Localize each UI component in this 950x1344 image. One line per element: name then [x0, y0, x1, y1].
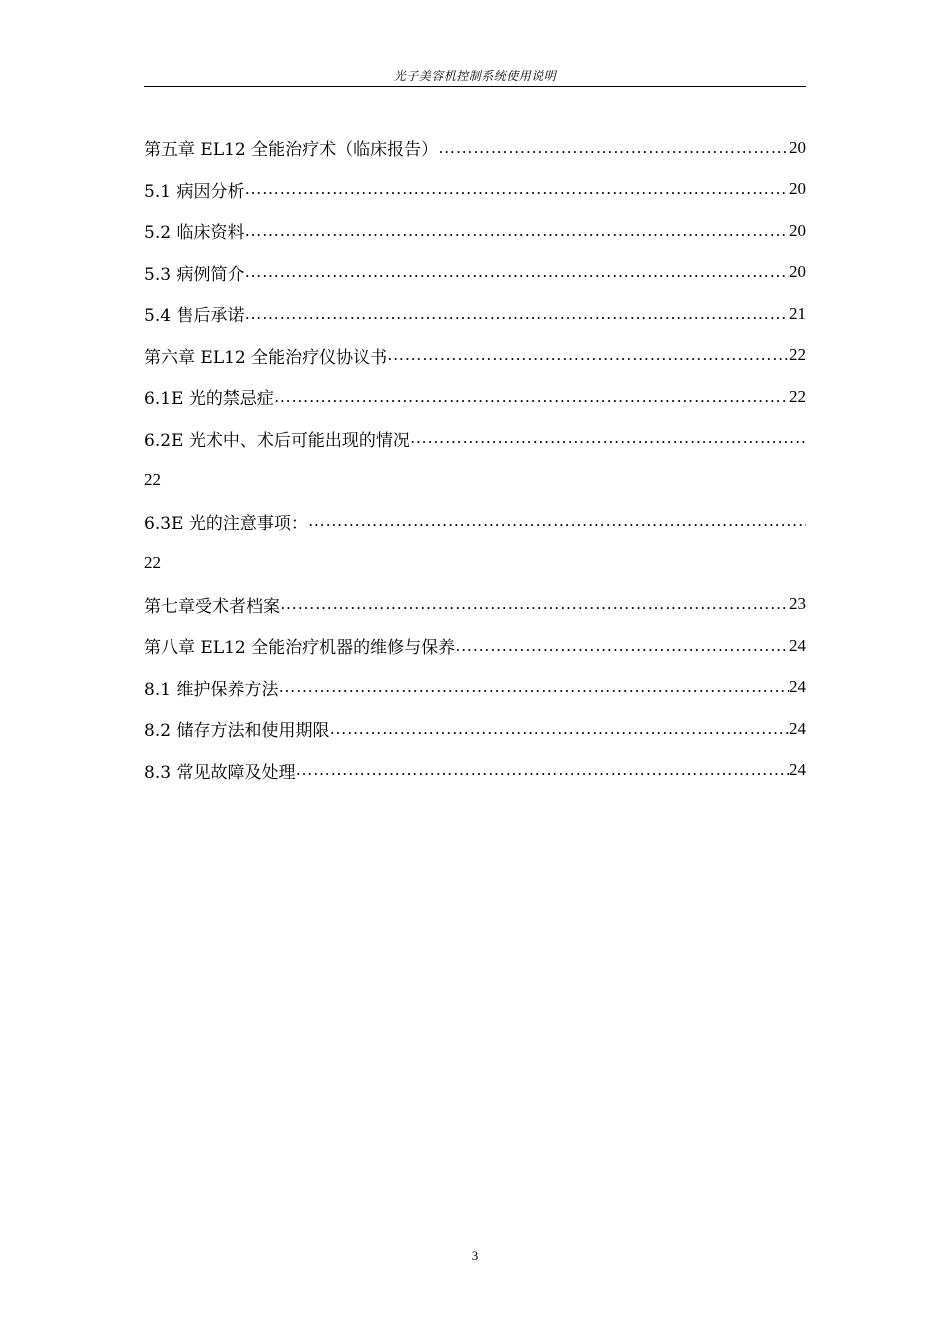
toc-dot-leader — [329, 719, 789, 739]
toc-entry-page: 20 — [789, 220, 806, 240]
toc-entry[interactable] — [144, 625, 806, 667]
toc-entry[interactable] — [144, 501, 806, 543]
toc-dot-leader — [295, 760, 789, 780]
toc-entry-page: 24 — [789, 677, 806, 697]
toc-entry-page: 20 — [789, 262, 806, 282]
toc-entry-title: 8.3 常见故障及处理 — [144, 762, 296, 783]
toc-entry-title: 6.2E 光术中、术后可能出现的情况 — [144, 430, 410, 451]
toc-entry-page: 21 — [789, 303, 806, 323]
toc-dot-leader — [410, 428, 806, 448]
toc-entry-page: 20 — [789, 137, 806, 157]
toc-entry-title: 第七章受术者档案 — [144, 596, 280, 617]
toc-dot-leader — [308, 511, 806, 531]
toc-dot-leader — [280, 594, 789, 614]
toc-entry[interactable] — [144, 293, 806, 335]
toc-entry-page: 24 — [789, 760, 806, 780]
toc-entry[interactable] — [144, 708, 806, 750]
toc-entry-page: 20 — [789, 179, 806, 199]
toc-entry-page: 24 — [789, 635, 806, 655]
toc-entry-title: 8.2 储存方法和使用期限 — [144, 721, 330, 742]
toc-entry-page: 22 — [789, 386, 806, 406]
page-number: 3 — [471, 1248, 479, 1263]
toc-dot-leader — [274, 387, 789, 407]
toc-entry-title: 第八章 EL12 全能治疗机器的维修与保养 — [144, 638, 456, 659]
toc-entry-title: 5.1 病因分析 — [144, 181, 245, 202]
toc-entry-page: 24 — [789, 718, 806, 738]
toc-entry-page-wrapped — [144, 459, 806, 501]
toc-entry-title: 第五章 EL12 全能治疗术（临床报告） — [144, 140, 439, 161]
toc-entry[interactable] — [144, 584, 806, 626]
toc-entry-page: 23 — [789, 594, 806, 614]
toc-dot-leader — [278, 677, 789, 697]
toc-entry-title: 6.3E 光的注意事项： — [144, 513, 308, 534]
toc-entry-title: 第六章 EL12 全能治疗仪协议书 — [144, 347, 388, 368]
toc-entry-page: 22 — [789, 345, 806, 365]
toc-dot-leader — [244, 262, 789, 282]
toc-entry-title: 5.4 售后承诺 — [144, 306, 245, 327]
toc-entry[interactable] — [144, 169, 806, 211]
toc-entry-page-wrapped — [144, 542, 806, 584]
toc-entry[interactable] — [144, 376, 806, 418]
toc-dot-leader — [244, 221, 789, 241]
toc-entry-page: 22 — [144, 469, 161, 489]
toc-entry-title: 8.1 维护保养方法 — [144, 679, 279, 700]
toc-entry[interactable] — [144, 418, 806, 460]
toc-entry-title: 5.3 病例简介 — [144, 264, 245, 285]
toc-entry[interactable] — [144, 750, 806, 792]
toc-entry-page: 22 — [144, 552, 161, 572]
toc-dot-leader — [244, 304, 789, 324]
toc-dot-leader — [438, 138, 789, 158]
toc-entry-title: 6.1E 光的禁忌症 — [144, 389, 274, 410]
toc-entry[interactable] — [144, 667, 806, 709]
table-of-contents — [144, 127, 806, 791]
toc-dot-leader — [244, 179, 789, 199]
toc-entry[interactable] — [144, 127, 806, 169]
document-title: 光子美容机控制系统使用说明 — [393, 69, 557, 83]
toc-dot-leader — [455, 636, 789, 656]
toc-entry[interactable] — [144, 210, 806, 252]
page-header — [144, 66, 806, 87]
toc-entry[interactable] — [144, 252, 806, 294]
toc-entry-title: 5.2 临床资料 — [144, 223, 245, 244]
toc-dot-leader — [387, 345, 789, 365]
toc-entry[interactable] — [144, 335, 806, 377]
